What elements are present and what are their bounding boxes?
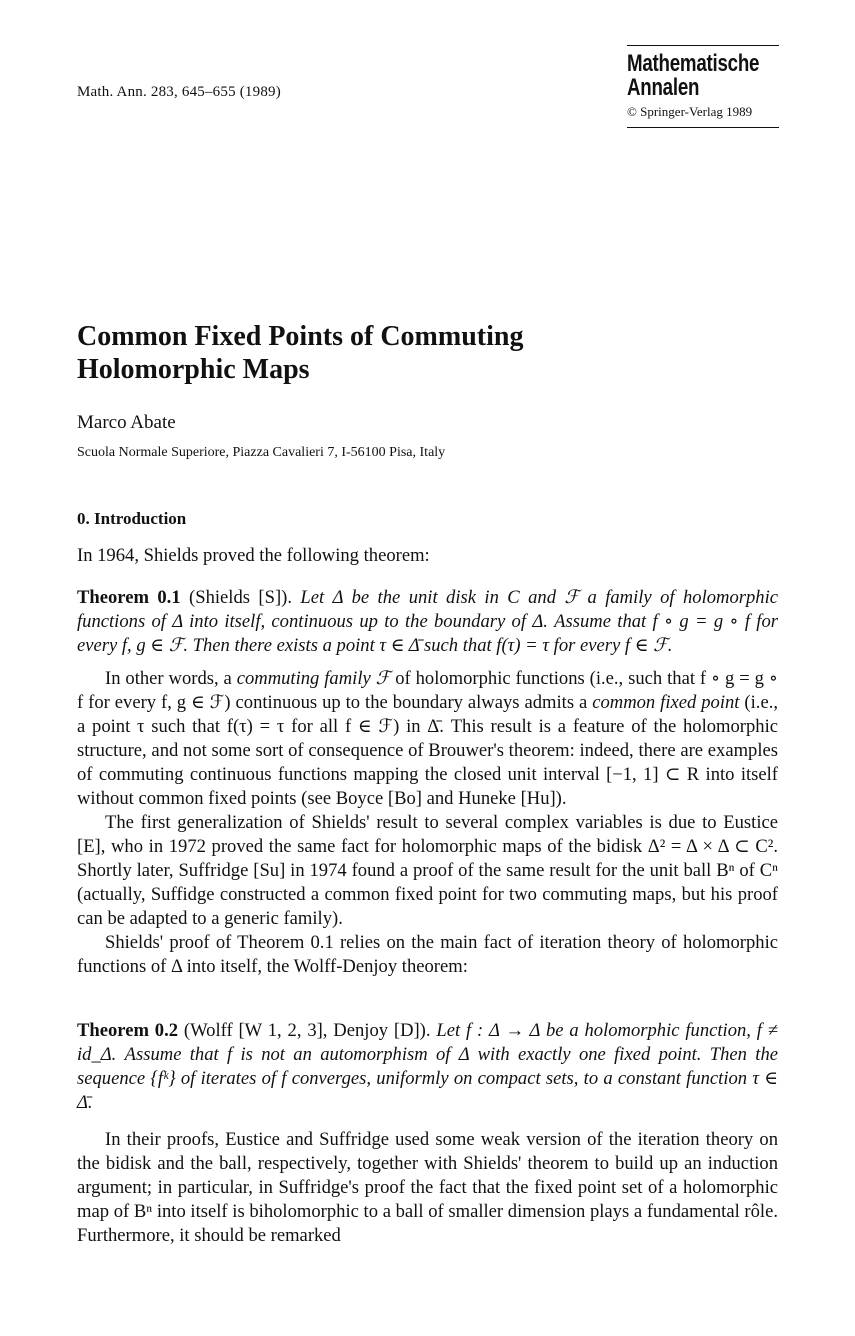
intro-sentence [77,544,778,568]
body-paragraphs [77,667,778,979]
text-run: In other words, a [105,668,237,689]
journal-citation: Math. Ann. 283, 645–655 (1989) [77,84,281,100]
closing-paragraph [77,1128,778,1248]
copyright-notice: © Springer-Verlag 1989 [627,104,753,119]
paragraph: The first generalization of Shields' result to several complex variables is due to Eustice [E], who in 1972 proved the same fact for holomorphic maps of the bidisk Δ² = Δ × Δ ⊂ C². Shortly later, Suffridge [Su] in 1974 found a proof of the same result for the unit ball Bⁿ of Cⁿ (actually, Suffidge constructed a common fixed point for two commuting maps, but his proof can be adapted to a generic family). [77,812,778,929]
paragraph [77,667,778,811]
theorem-label: Theorem 0.1 [77,587,181,608]
theorem-statement: Let f : Δ → Δ be a holomorphic function, f ≠ id_Δ. Assume that f is not an automorphism of Δ with exactly one fixed point. Then the sequence {fᵏ} of iterates of f converges, uniformly on compact sets, to a constant function τ ∈ Δ̄. [77,1020,779,1113]
theorem-0-1 [77,586,778,658]
text-run: of holomorphic functions (i.e., such that f ∘ g = g ∘ f for every f, g ∈ ℱ) continuous up to the boundary always admits a [77,668,779,713]
journal-masthead [627,45,779,128]
masthead-rule-bottom [627,127,779,128]
journal-name-line1: Mathematische [627,50,760,77]
section-heading: 0. Introduction [77,509,187,528]
article-title [77,320,717,386]
theorem-statement: Let Δ be the unit disk in C and ℱ a family of holomorphic functions of Δ into itself, continuous up to the boundary of Δ. Assume that f ∘ g = g ∘ f for every f, g ∈ ℱ. Then there exists a point τ ∈ Δ̄ such that f(τ) = τ for every f ∈ ℱ. [77,587,779,656]
theorem-label: Theorem 0.2 [77,1020,179,1041]
paragraph: Shields' proof of Theorem 0.1 relies on the main fact of iteration theory of holomorphic functions of Δ into itself, the Wolff-Denjoy theorem: [77,932,778,977]
author-affiliation: Scuola Normale Superiore, Piazza Cavalieri 7, I-56100 Pisa, Italy [77,445,446,460]
theorem-attribution: (Wolff [W 1, 2, 3], Denjoy [D]). [178,1020,437,1041]
title-line-1: Common Fixed Points of Commuting [77,321,524,352]
emphasis: common fixed point [592,692,740,713]
emphasis: commuting family ℱ [236,668,391,689]
theorem-0-2 [77,1019,778,1115]
theorem-attribution: (Shields [S]). [180,587,301,608]
journal-name-line2: Annalen [627,74,700,101]
intro-text: In 1964, Shields proved the following theorem: [77,545,430,566]
masthead-rule-top [627,45,779,46]
text-run: (i.e., a point τ such that f(τ) = τ for all f ∈ ℱ) in Δ̄. This result is a feature of the holomorphic structure, and not some sort of consequence of Brouwer's theorem: indeed, there are examples of commuting continuous functions mapping the closed unit interval [−1, 1] ⊂ R into itself without common fixed points (see Boyce [Bo] and Huneke [Hu]). [77,692,778,809]
author-name: Marco Abate [77,412,176,433]
title-line-2: Holomorphic Maps [77,354,310,385]
paragraph: In their proofs, Eustice and Suffridge used some weak version of the iteration theory on the bidisk and the ball, respectively, together with Shields' theorem to build up an induction argument; in particular, in Suffridge's proof the fact that the fixed point set of a holomorphic map of Bⁿ into itself is biholomorphic to a ball of smaller dimension plays a fundamental rôle. Furthermore, it should be remarked [77,1129,778,1246]
